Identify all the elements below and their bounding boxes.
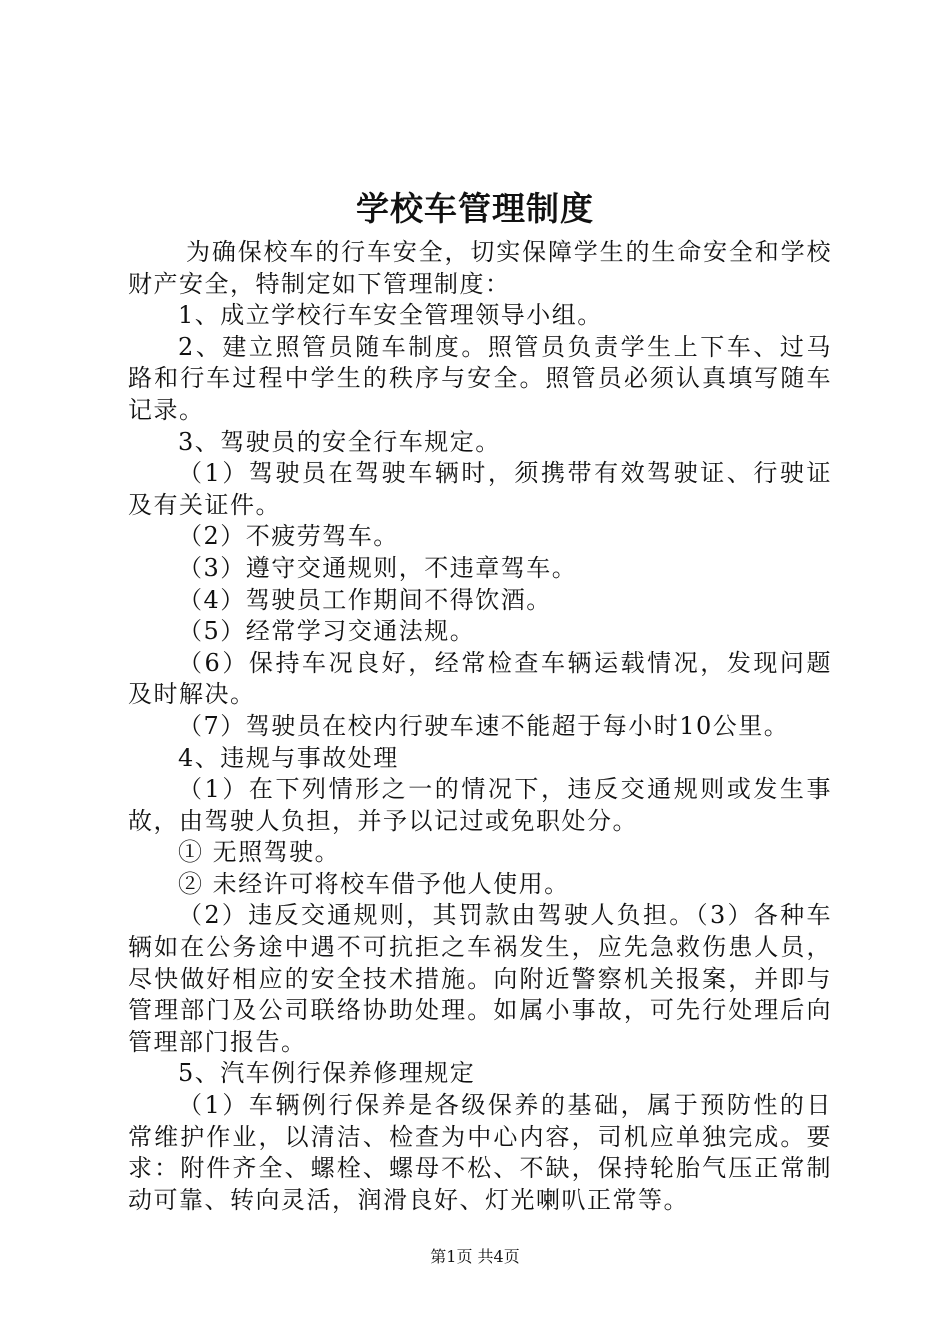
paragraph-item-4-1: （1）在下列情形之一的情况下，违反交通规则或发生事故，由驾驶人负担，并予以记过或免职处分。 <box>128 775 832 835</box>
page-footer: 第1页 共4页 <box>430 1247 520 1266</box>
paragraph-item-3-3: （3）遵守交通规则，不违章驾车。 <box>178 553 578 582</box>
paragraph-item-3-4: （4）驾驶员工作期间不得饮酒。 <box>178 585 552 614</box>
paragraph-item-5: 5、汽车例行保养修理规定 <box>178 1059 476 1088</box>
paragraph-item-3-7: （7）驾驶员在校内行驶车速不能超于每小时10公里。 <box>178 711 790 740</box>
paragraph-item-1: 1、成立学校行车安全管理领导小组。 <box>178 301 603 330</box>
paragraph-item-3: 3、驾驶员的安全行车规定。 <box>178 427 501 456</box>
paragraph-item-3-6: （6）保持车况良好，经常检查车辆运载情况，发现问题及时解决。 <box>128 648 832 709</box>
document-title: 学校车管理制度 <box>356 189 594 228</box>
paragraph-item-4-2: （2）违反交通规则，其罚款由驾驶人负担。（3）各种车辆如在公务途中遇不可抗拒之车祸发生，应先急救伤患人员，尽快做好相应的安全技术措施。向附近警察机关报案，并即与管理部门及公司联络协助处理。如属小事故，可先行处理后向管理部门报告。 <box>128 901 832 1056</box>
paragraph-intro: 为确保校车的行车安全，切实保障学生的生命安全和学校财产安全，特制定如下管理制度： <box>128 238 832 298</box>
paragraph-item-2: 2、建立照管员随车制度。照管员负责学生上下车、过马路和行车过程中学生的秩序与安全。照管员必须认真填写随车记录。 <box>128 332 832 424</box>
paragraph-item-5-1: （1）车辆例行保养是各级保养的基础，属于预防性的日常维护作业，以清洁、检查为中心内容，司机应单独完成。要求：附件齐全、螺栓、螺母不松、不缺，保持轮胎气压正常制动可靠、转向灵活，润滑良好、灯光喇叭正常等。 <box>128 1091 832 1214</box>
paragraph-item-4-1-a: ① 无照驾驶。 <box>178 838 341 867</box>
paragraph-item-3-1: （1）驾驶员在驾驶车辆时，须携带有效驾驶证、行驶证及有关证件。 <box>128 459 832 519</box>
document-body <box>128 237 832 1216</box>
paragraph-item-3-5: （5）经常学习交通法规。 <box>178 617 476 646</box>
paragraph-item-3-2: （2）不疲劳驾车。 <box>178 522 399 551</box>
paragraph-item-4-1-b: ② 未经许可将校车借予他人使用。 <box>178 869 570 898</box>
paragraph-item-4: 4、违规与事故处理 <box>178 743 399 772</box>
